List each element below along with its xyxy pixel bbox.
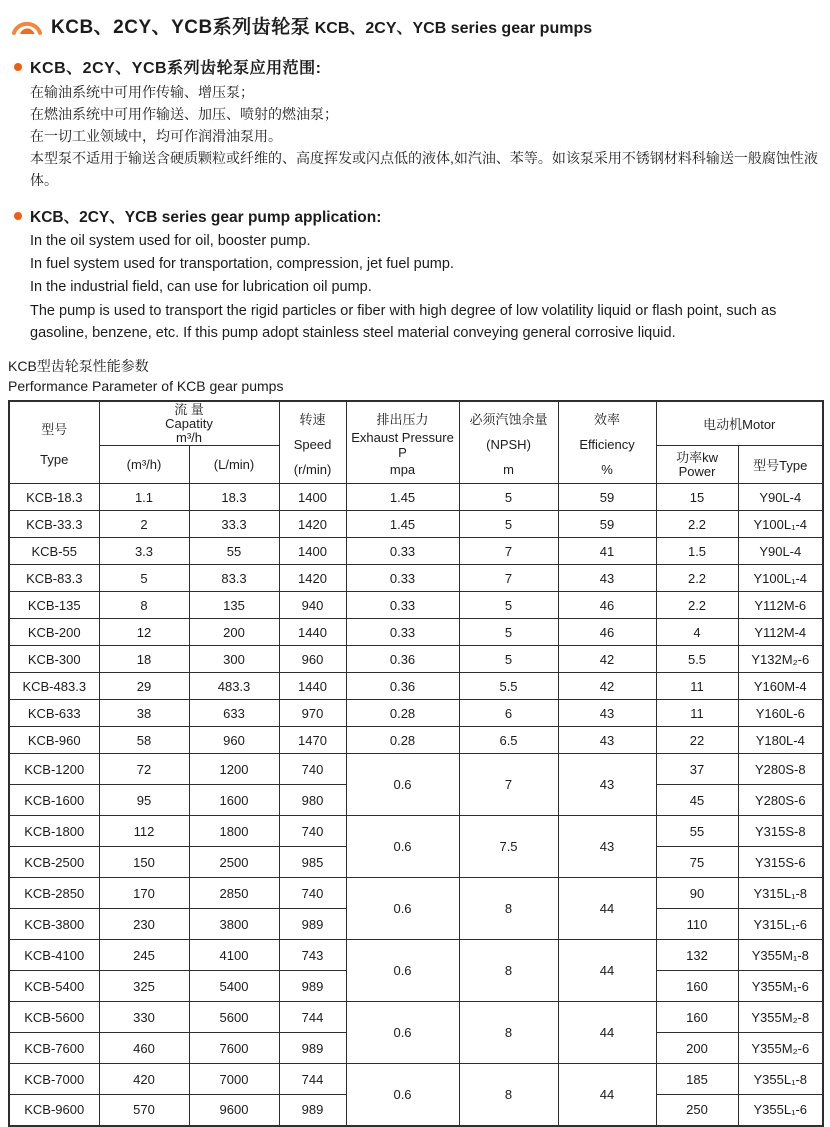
table-cell: Y90L-4 [738,538,823,565]
table-cell: 1470 [279,727,346,754]
table-cell: 8 [459,1002,558,1064]
table-row [9,940,823,971]
col-header-motor-label: 电动机Motor [703,417,776,432]
table-cell: 44 [558,878,656,940]
table-cell: 744 [279,1002,346,1033]
page-title-en: KCB、2CY、YCB series gear pumps [314,20,593,37]
col-header-npsh-cn: 必须汽蚀余量 [469,411,548,427]
table-cell: Y132M₂-6 [738,646,823,673]
col-header-motor-power-cn: 功率kw [676,449,718,465]
table-cell: 2850 [189,878,279,909]
table-cell: KCB-483.3 [9,673,99,700]
table-cell: 1.45 [346,511,459,538]
col-header-capacity-unit: m³/h [176,430,202,445]
col-header-efficiency [558,401,656,484]
table-cell: 0.28 [346,700,459,727]
table-cell: 8 [99,592,189,619]
table-head [9,401,823,484]
table-cell: KCB-1800 [9,816,99,847]
table-cell: KCB-4100 [9,940,99,971]
col-header-efficiency-unit: % [601,461,613,477]
table-cell: Y280S-6 [738,785,823,816]
table-cell: 55 [656,816,738,847]
table-cell: 743 [279,940,346,971]
table-cell: 72 [99,754,189,785]
table-cell: 1420 [279,565,346,592]
table-cell: 160 [656,971,738,1002]
table-cell: 83.3 [189,565,279,592]
table-cell: 33.3 [189,511,279,538]
col-header-pressure-en: Exhaust Pressure P [351,429,454,460]
cn-paragraph: 本型泵不适用于输送含硬质颗粒或纤维的、高度挥发或闪点低的液体,如汽油、苯等。如该泵采用不锈钢材料科输送一般腐蚀性液体。 [30,150,818,188]
table-cell: 960 [279,646,346,673]
table-cell: Y160L-6 [738,700,823,727]
table-cell: 1.1 [99,484,189,511]
table-cell: 43 [558,727,656,754]
table-cell: 0.33 [346,538,459,565]
table-row [9,727,823,754]
en-application-body [30,230,822,344]
table-cell: 980 [279,785,346,816]
table-cell: 1400 [279,484,346,511]
table-cell: 46 [558,619,656,646]
table-cell: 740 [279,816,346,847]
table-body [9,484,823,1126]
table-cell: 1.5 [656,538,738,565]
table-cell: 0.36 [346,646,459,673]
table-cell: 985 [279,847,346,878]
table-cell: 1420 [279,511,346,538]
table-cell: Y315S-8 [738,816,823,847]
table-cell: 5400 [189,971,279,1002]
bullet-icon [14,63,22,71]
col-header-capacity-m3h: (m³/h) [99,446,189,484]
table-row [9,619,823,646]
table-row [9,700,823,727]
table-cell: 5.5 [656,646,738,673]
table-cell: 0.33 [346,592,459,619]
table-cell: 185 [656,1064,738,1095]
en-paragraph: The pump is used to transport the rigid particles or fiber with high degree of low volatility liquid or flash point, such as gasoline, benzene, etc. If this pump adopt stainless steel material conveying general corrosive liquid. [30,303,777,341]
col-header-capacity-cn: 流 量 [174,402,204,417]
table-cell: 989 [279,909,346,940]
table-cell: 970 [279,700,346,727]
col-header-motor [656,401,823,446]
table-cell: 5 [459,592,558,619]
table-cell: 6.5 [459,727,558,754]
table-cell: 110 [656,909,738,940]
table-cell: 744 [279,1064,346,1095]
table-cell: 41 [558,538,656,565]
table-cell: 483.3 [189,673,279,700]
table-cell: 300 [189,646,279,673]
table-cell: 12 [99,619,189,646]
table-cell: 37 [656,754,738,785]
col-header-speed [279,401,346,484]
col-header-motor-type: 型号Type [738,446,823,484]
table-cell: 1600 [189,785,279,816]
table-cell: Y112M-6 [738,592,823,619]
table-cell: 59 [558,484,656,511]
table-cell: KCB-960 [9,727,99,754]
table-cell: 44 [558,1064,656,1126]
table-row [9,511,823,538]
table-row [9,646,823,673]
table-cell: 22 [656,727,738,754]
table-cell: KCB-7600 [9,1033,99,1064]
table-cell: 43 [558,754,656,816]
table-row [9,592,823,619]
col-header-npsh-en: (NPSH) [486,437,531,452]
table-cell: 7.5 [459,816,558,878]
table-cell: 1.45 [346,484,459,511]
table-cell: KCB-135 [9,592,99,619]
table-cell: 132 [656,940,738,971]
table-cell: 7600 [189,1033,279,1064]
col-header-type-cn: 型号 [41,421,68,437]
table-cell: 460 [99,1033,189,1064]
table-cell: 5.5 [459,673,558,700]
page-title-cn: KCB、2CY、YCB系列齿轮泵 [51,17,311,38]
table-cell: 250 [656,1095,738,1126]
table-cell: 2.2 [656,511,738,538]
table-cell: 8 [459,878,558,940]
table-cell: 42 [558,646,656,673]
table-cell: 170 [99,878,189,909]
table-cell: 0.28 [346,727,459,754]
col-header-capacity [99,401,279,446]
table-cell: 5 [459,511,558,538]
table-cell: 420 [99,1064,189,1095]
table-cell: 0.6 [346,754,459,816]
table-cell: 570 [99,1095,189,1126]
table-cell: KCB-3800 [9,909,99,940]
table-cell: 90 [656,878,738,909]
table-cell: KCB-55 [9,538,99,565]
table-cell: Y315L₁-6 [738,909,823,940]
table-row [9,484,823,511]
en-line: In the oil system used for oil, booster pump. [30,233,311,249]
table-cell: 1800 [189,816,279,847]
table-caption-en: Performance Parameter of KCB gear pumps [8,378,284,394]
table-cell: 989 [279,1095,346,1126]
en-application-heading [14,205,822,227]
table-cell: 7 [459,565,558,592]
col-header-capacity-en: Capatity [165,416,213,431]
table-cell: 18.3 [189,484,279,511]
table-cell: Y355M₂-6 [738,1033,823,1064]
col-header-pressure [346,401,459,484]
table-row [9,538,823,565]
table-cell: 7 [459,754,558,816]
table-cell: KCB-9600 [9,1095,99,1126]
page-header [8,8,822,41]
cn-application-body [30,81,822,191]
brand-arc-icon [10,14,44,38]
table-cell: KCB-1600 [9,785,99,816]
table-cell: 15 [656,484,738,511]
table-cell: 940 [279,592,346,619]
table-cell: 5 [459,646,558,673]
table-cell: Y280S-8 [738,754,823,785]
table-cell: 44 [558,940,656,1002]
col-header-motor-power [656,446,738,484]
table-captions [8,356,822,396]
table-cell: 4 [656,619,738,646]
table-cell: 43 [558,816,656,878]
cn-line: 在燃油系统中可用作输送、加压、喷射的燃油泵； [30,106,338,122]
table-cell: KCB-300 [9,646,99,673]
table-cell: 989 [279,1033,346,1064]
table-cell: 740 [279,754,346,785]
table-cell: Y100L₁-4 [738,565,823,592]
table-cell: 2 [99,511,189,538]
col-header-speed-unit: (r/min) [293,461,332,477]
table-cell: 325 [99,971,189,1002]
cn-line: 在输油系统中可用作传输、增压泵； [30,84,254,100]
table-cell: 5 [459,619,558,646]
table-cell: 200 [189,619,279,646]
en-line: In the industrial field, can use for lubrication oil pump. [30,279,372,295]
table-cell: Y160M-4 [738,673,823,700]
table-cell: 7 [459,538,558,565]
table-row [9,878,823,909]
table-cell: 200 [656,1033,738,1064]
table-cell: 95 [99,785,189,816]
table-cell: 18 [99,646,189,673]
table-cell: 45 [656,785,738,816]
table-cell: 1200 [189,754,279,785]
page-title [51,12,592,39]
table-cell: KCB-5600 [9,1002,99,1033]
table-cell: 1440 [279,619,346,646]
table-cell: 0.6 [346,1002,459,1064]
table-cell: 4100 [189,940,279,971]
table-cell: 6 [459,700,558,727]
table-cell: 44 [558,1002,656,1064]
table-cell: 0.6 [346,1064,459,1126]
table-cell: 5 [99,565,189,592]
table-cell: KCB-200 [9,619,99,646]
table-cell: 5600 [189,1002,279,1033]
table-row [9,754,823,785]
table-cell: KCB-33.3 [9,511,99,538]
col-header-efficiency-cn: 效率 [594,411,621,427]
table-cell: 989 [279,971,346,1002]
en-application-heading-text: KCB、2CY、YCB series gear pump application: [30,209,382,226]
table-cell: 160 [656,1002,738,1033]
table-cell: 135 [189,592,279,619]
table-cell: KCB-5400 [9,971,99,1002]
table-cell: KCB-18.3 [9,484,99,511]
col-header-efficiency-en: Efficiency [579,437,635,452]
cn-line: 在一切工业领域中，均可作润滑油泵用。 [30,128,282,144]
col-header-npsh-unit: m [503,461,514,477]
table-row [9,1002,823,1033]
table-cell: Y355L₁-8 [738,1064,823,1095]
table-cell: 0.6 [346,940,459,1002]
table-cell: 2.2 [656,592,738,619]
table-cell: 58 [99,727,189,754]
table-cell: 150 [99,847,189,878]
cn-application-heading-text: KCB、2CY、YCB系列齿轮泵应用范围: [30,60,322,77]
table-row [9,565,823,592]
table-cell: Y355L₁-6 [738,1095,823,1126]
table-cell: KCB-2500 [9,847,99,878]
table-cell: Y100L₁-4 [738,511,823,538]
table-cell: KCB-1200 [9,754,99,785]
table-cell: 0.36 [346,673,459,700]
table-cell: 7000 [189,1064,279,1095]
table-cell: 43 [558,700,656,727]
table-cell: Y112M-4 [738,619,823,646]
en-line: In fuel system used for transportation, compression, jet fuel pump. [30,256,454,272]
table-cell: 0.33 [346,565,459,592]
col-header-speed-en: Speed [293,437,332,452]
table-cell: 59 [558,511,656,538]
col-header-capacity-lmin: (L/min) [189,446,279,484]
table-cell: 245 [99,940,189,971]
table-cell: 3.3 [99,538,189,565]
table-cell: 75 [656,847,738,878]
table-row [9,1064,823,1095]
table-cell: 8 [459,940,558,1002]
table-cell: KCB-83.3 [9,565,99,592]
table-cell: 0.6 [346,816,459,878]
table-cell: Y315L₁-8 [738,878,823,909]
table-cell: Y355M₁-6 [738,971,823,1002]
col-header-pressure-cn: 排出压力 [376,411,429,427]
col-header-speed-cn: 转速 [299,411,326,427]
table-cell: Y180L-4 [738,727,823,754]
table-cell: 3800 [189,909,279,940]
table-cell: 960 [189,727,279,754]
bullet-icon [14,212,22,220]
table-cell: Y355M₂-8 [738,1002,823,1033]
table-cell: 8 [459,1064,558,1126]
table-row [9,673,823,700]
table-cell: 11 [656,700,738,727]
cn-application-heading [14,55,822,78]
table-cell: Y355M₁-8 [738,940,823,971]
table-cell: Y315S-6 [738,847,823,878]
table-caption-cn: KCB型齿轮泵性能参数 [8,358,149,374]
table-cell: 1440 [279,673,346,700]
col-header-type [9,401,99,484]
table-cell: 0.6 [346,878,459,940]
table-cell: KCB-633 [9,700,99,727]
table-cell: 633 [189,700,279,727]
table-cell: 29 [99,673,189,700]
table-cell: 43 [558,565,656,592]
col-header-motor-power-en: Power [678,463,716,479]
table-cell: KCB-2850 [9,878,99,909]
table-cell: 46 [558,592,656,619]
col-header-type-en: Type [40,451,69,467]
table-cell: 55 [189,538,279,565]
table-cell: 38 [99,700,189,727]
table-cell: 330 [99,1002,189,1033]
table-cell: 230 [99,909,189,940]
table-cell: 1400 [279,538,346,565]
col-header-pressure-unit: mpa [389,461,416,477]
table-cell: 5 [459,484,558,511]
table-cell: 42 [558,673,656,700]
table-cell: 11 [656,673,738,700]
performance-table [8,400,824,1127]
table-cell: 112 [99,816,189,847]
col-header-npsh [459,401,558,484]
table-cell: Y90L-4 [738,484,823,511]
table-cell: 740 [279,878,346,909]
table-cell: 9600 [189,1095,279,1126]
table-cell: 2500 [189,847,279,878]
table-row [9,816,823,847]
table-cell: 0.33 [346,619,459,646]
table-cell: 2.2 [656,565,738,592]
table-cell: KCB-7000 [9,1064,99,1095]
